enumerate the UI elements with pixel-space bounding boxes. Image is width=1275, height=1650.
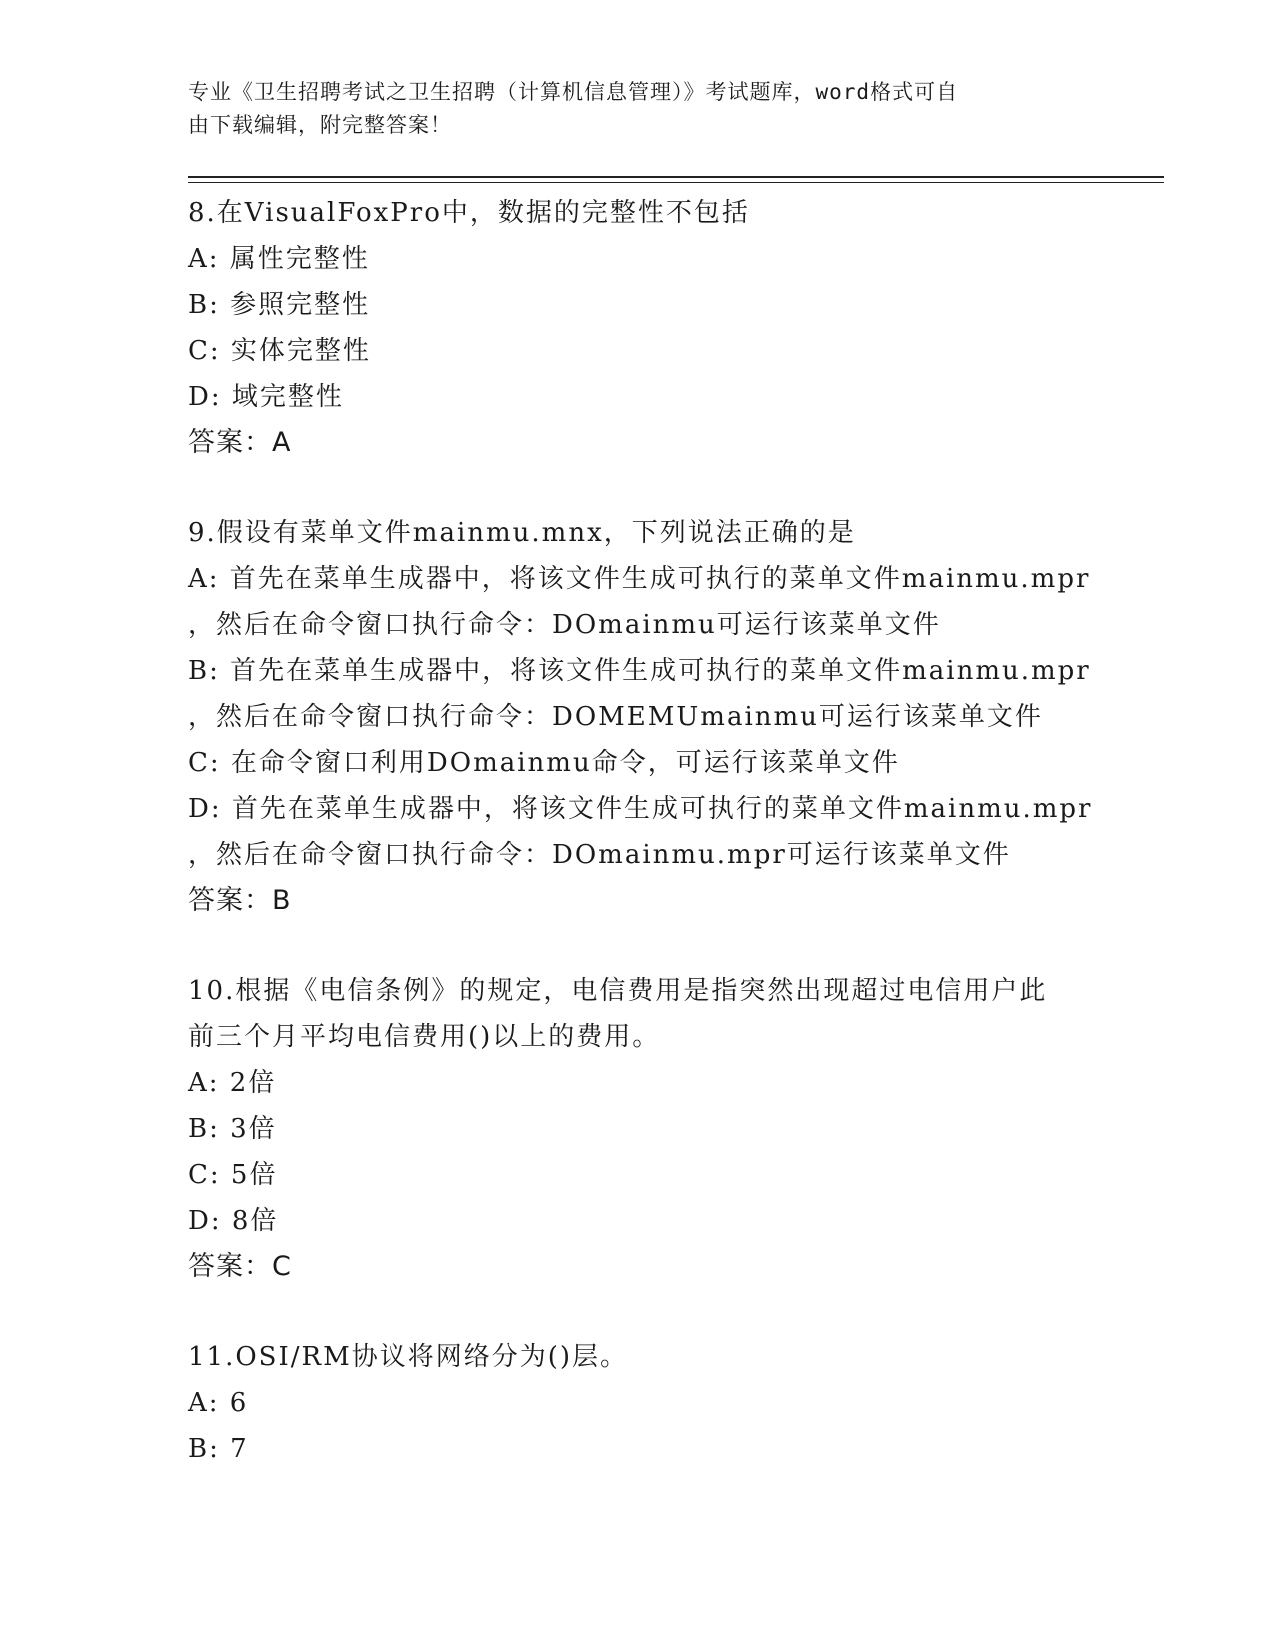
option-b: B: 参照完整性 — [188, 290, 371, 320]
option-c: C: 实体完整性 — [188, 336, 371, 366]
question-11 — [188, 1334, 1148, 1472]
option-b: B: 7 — [188, 1434, 249, 1464]
option-d-continued: ，然后在命令窗口执行命令：DOmainmu.mpr可运行该菜单文件 — [188, 840, 1011, 870]
header-divider-thick — [188, 176, 1164, 178]
header-divider-thin — [188, 182, 1164, 183]
question-list — [188, 190, 1148, 1516]
answer-label: 答案：C — [188, 1251, 292, 1282]
header-line-2: 由下载编辑，附完整答案！ — [188, 113, 452, 137]
document-header — [188, 76, 1088, 142]
option-a: A: 属性完整性 — [188, 244, 370, 274]
question-stem: 8.在VisualFoxPro中，数据的完整性不包括 — [188, 198, 750, 228]
option-b-continued: ，然后在命令窗口执行命令：DOMEMUmainmu可运行该菜单文件 — [188, 702, 1043, 732]
question-stem: 11.OSI/RM协议将网络分为()层。 — [188, 1342, 628, 1372]
question-stem-continued: 前三个月平均电信费用()以上的费用。 — [188, 1022, 661, 1052]
option-c: C: 在命令窗口利用DOmainmu命令，可运行该菜单文件 — [188, 748, 900, 778]
option-d: D: 8倍 — [188, 1206, 279, 1236]
option-c: C: 5倍 — [188, 1160, 278, 1190]
option-a: A: 首先在菜单生成器中，将该文件生成可执行的菜单文件mainmu.mpr — [188, 564, 1091, 594]
option-d: D: 首先在菜单生成器中，将该文件生成可执行的菜单文件mainmu.mpr — [188, 794, 1093, 824]
option-b: B: 3倍 — [188, 1114, 277, 1144]
header-line-1: 专业《卫生招聘考试之卫生招聘（计算机信息管理）》考试题库，word格式可自 — [188, 80, 959, 104]
option-b: B: 首先在菜单生成器中，将该文件生成可执行的菜单文件mainmu.mpr — [188, 656, 1091, 686]
option-a: A: 2倍 — [188, 1068, 277, 1098]
question-8 — [188, 190, 1148, 466]
question-stem: 9.假设有菜单文件mainmu.mnx，下列说法正确的是 — [188, 518, 856, 548]
option-a: A: 6 — [188, 1388, 249, 1418]
question-9 — [188, 510, 1148, 924]
question-10 — [188, 968, 1148, 1290]
option-d: D: 域完整性 — [188, 382, 344, 412]
answer-label: 答案：A — [188, 427, 292, 458]
answer-label: 答案：B — [188, 885, 292, 916]
question-stem: 10.根据《电信条例》的规定，电信费用是指突然出现超过电信用户此 — [188, 976, 1048, 1006]
option-a-continued: ，然后在命令窗口执行命令：DOmainmu可运行该菜单文件 — [188, 610, 941, 640]
